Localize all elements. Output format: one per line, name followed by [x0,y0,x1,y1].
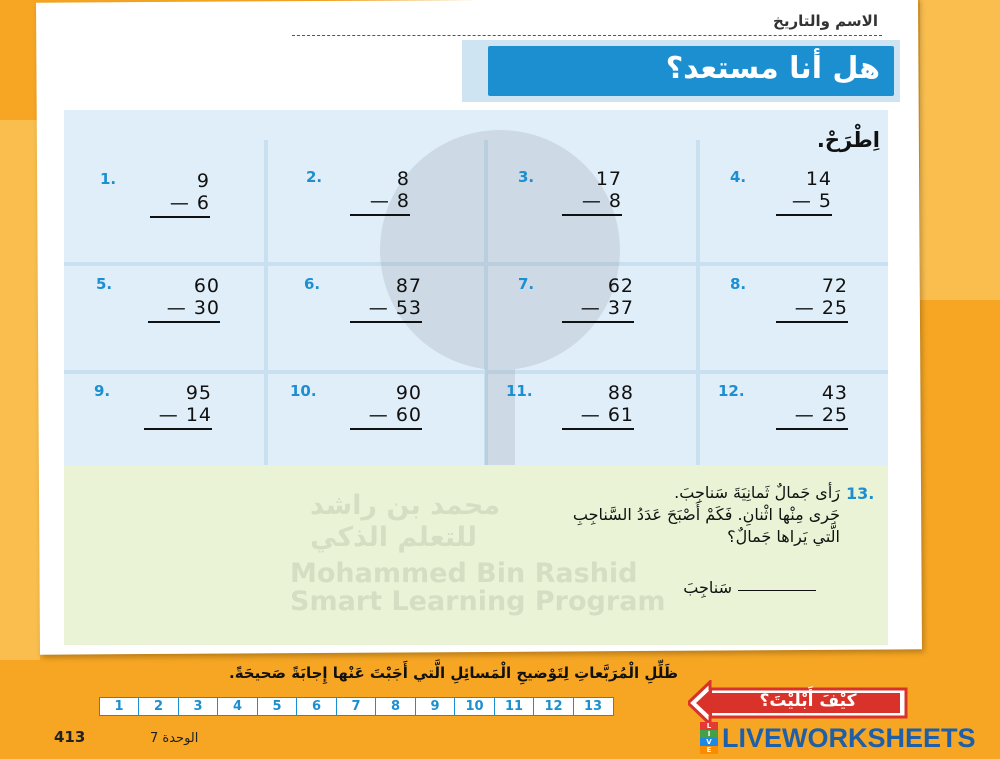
problem-top: 88 [607,382,634,404]
self-check-square[interactable]: 13 [573,697,614,716]
problem[interactable] [776,382,848,430]
problem-bottom: — 14 [144,404,212,430]
how-did-i-do-arrow [688,680,920,726]
problem[interactable] [150,170,210,218]
logo-letter: L [700,722,718,730]
self-check-square[interactable]: 1 [99,697,140,716]
problem-bottom: — 30 [148,297,220,323]
problem[interactable] [148,275,220,323]
watermark-english-line: Mohammed Bin Rashid [290,558,638,589]
problem-number: 5. [96,275,113,293]
watermark-arabic-line: محمد بن راشد [310,490,501,521]
self-check-square[interactable]: 6 [296,697,337,716]
problem-number: 11. [506,382,533,400]
problem-bottom: — 53 [350,297,422,323]
self-check-square[interactable]: 7 [336,697,377,716]
problem-top: 95 [185,382,212,404]
self-check-square[interactable]: 12 [533,697,574,716]
problem-bottom: — 5 [776,190,832,216]
answer-unit-label: سَناجِبَ [683,578,732,597]
background-stripe [920,0,1000,300]
problem-number: 3. [518,168,535,186]
problem-number: 7. [518,275,535,293]
arrow-label: كَيْفَ أَبْلَيْتَ؟ [759,691,857,711]
logo-letter: E [700,746,718,754]
page-number: 413 [54,728,86,746]
problem[interactable] [350,382,422,430]
logo-letter: I [700,730,718,738]
problem-number: 6. [304,275,321,293]
problem-top: 8 [396,168,410,190]
problem-top: 60 [193,275,220,297]
problem-number: 12. [718,382,745,400]
self-check-square[interactable]: 3 [178,697,219,716]
problem[interactable] [562,275,634,323]
problem-top: 90 [395,382,422,404]
self-check-square[interactable]: 9 [415,697,456,716]
problem[interactable] [776,275,848,323]
problem[interactable] [776,168,832,216]
problem-bottom: — 25 [776,404,848,430]
answer-line[interactable] [738,590,816,591]
background-stripe [0,120,40,660]
self-check-square[interactable]: 2 [138,697,179,716]
problem-top: 87 [395,275,422,297]
self-check-squares [100,697,614,716]
problem-bottom: — 60 [350,404,422,430]
problem-bottom: — 6 [150,192,210,218]
watermark-english-line: Smart Learning Program [290,586,666,617]
page-title: هل أنا مستعد؟ [665,51,880,86]
word-problem-line: رَأى جَمالٌ ثَمانِيَةَ سَناجِبَ. [674,483,840,502]
problem-bottom: — 25 [776,297,848,323]
name-date-label: الاسم والتاريخ [773,12,878,30]
problem-top: 14 [805,168,832,190]
problem-bottom: — 8 [350,190,410,216]
problem-number: 2. [306,168,323,186]
problem-bottom: — 61 [562,404,634,430]
self-check-square[interactable]: 10 [454,697,495,716]
problem-number: 4. [730,168,747,186]
instruction-text: اِطْرَحْ. [816,128,880,152]
problem-top: 72 [821,275,848,297]
problem-number: 9. [94,382,111,400]
word-problem-line: الَّتي يَراها جَمالٌ؟ [727,527,840,546]
problem-number: 1. [100,170,117,188]
self-check-square[interactable]: 4 [217,697,258,716]
problem-top: 9 [196,170,210,192]
watermark-arabic-line: للتعلم الذكي [310,522,478,553]
logo-letter: V [700,738,718,746]
word-problem-line: جَرى مِنْها اثْنانِ. فَكَمْ أَصْبَحَ عَدَدُ السَّناجِبِ [572,505,840,524]
problem-top: 43 [821,382,848,404]
problem[interactable] [562,168,622,216]
problem-number: 13. [846,484,875,503]
problem[interactable] [562,382,634,430]
liveworksheets-logo-icon [700,722,718,754]
problem[interactable] [350,275,422,323]
problem[interactable] [144,382,212,430]
self-check-square[interactable]: 5 [257,697,298,716]
title-box [488,46,894,96]
problem-number: 10. [290,382,317,400]
footer-instruction: ظَلِّلِ الْمُرَبَّعاتِ لِتَوْضيحِ الْمَسائِلِ الَّتي أَجَبْتَ عَنْها إِجابَةً صَحيحَةً. [229,664,678,682]
problem-bottom: — 8 [562,190,622,216]
word-problem-text [560,482,840,548]
problem-number: 8. [730,275,747,293]
unit-label: الوحدة 7 [150,731,199,746]
problem-top: 17 [595,168,622,190]
name-date-line [292,35,882,36]
problem-top: 62 [607,275,634,297]
self-check-square[interactable]: 11 [494,697,535,716]
liveworksheets-brand[interactable] [700,722,976,754]
self-check-square[interactable]: 8 [375,697,416,716]
brand-text: LIVEWORKSHEETS [722,722,976,753]
problem-bottom: — 37 [562,297,634,323]
problem[interactable] [350,168,410,216]
grid-divider [264,140,268,465]
